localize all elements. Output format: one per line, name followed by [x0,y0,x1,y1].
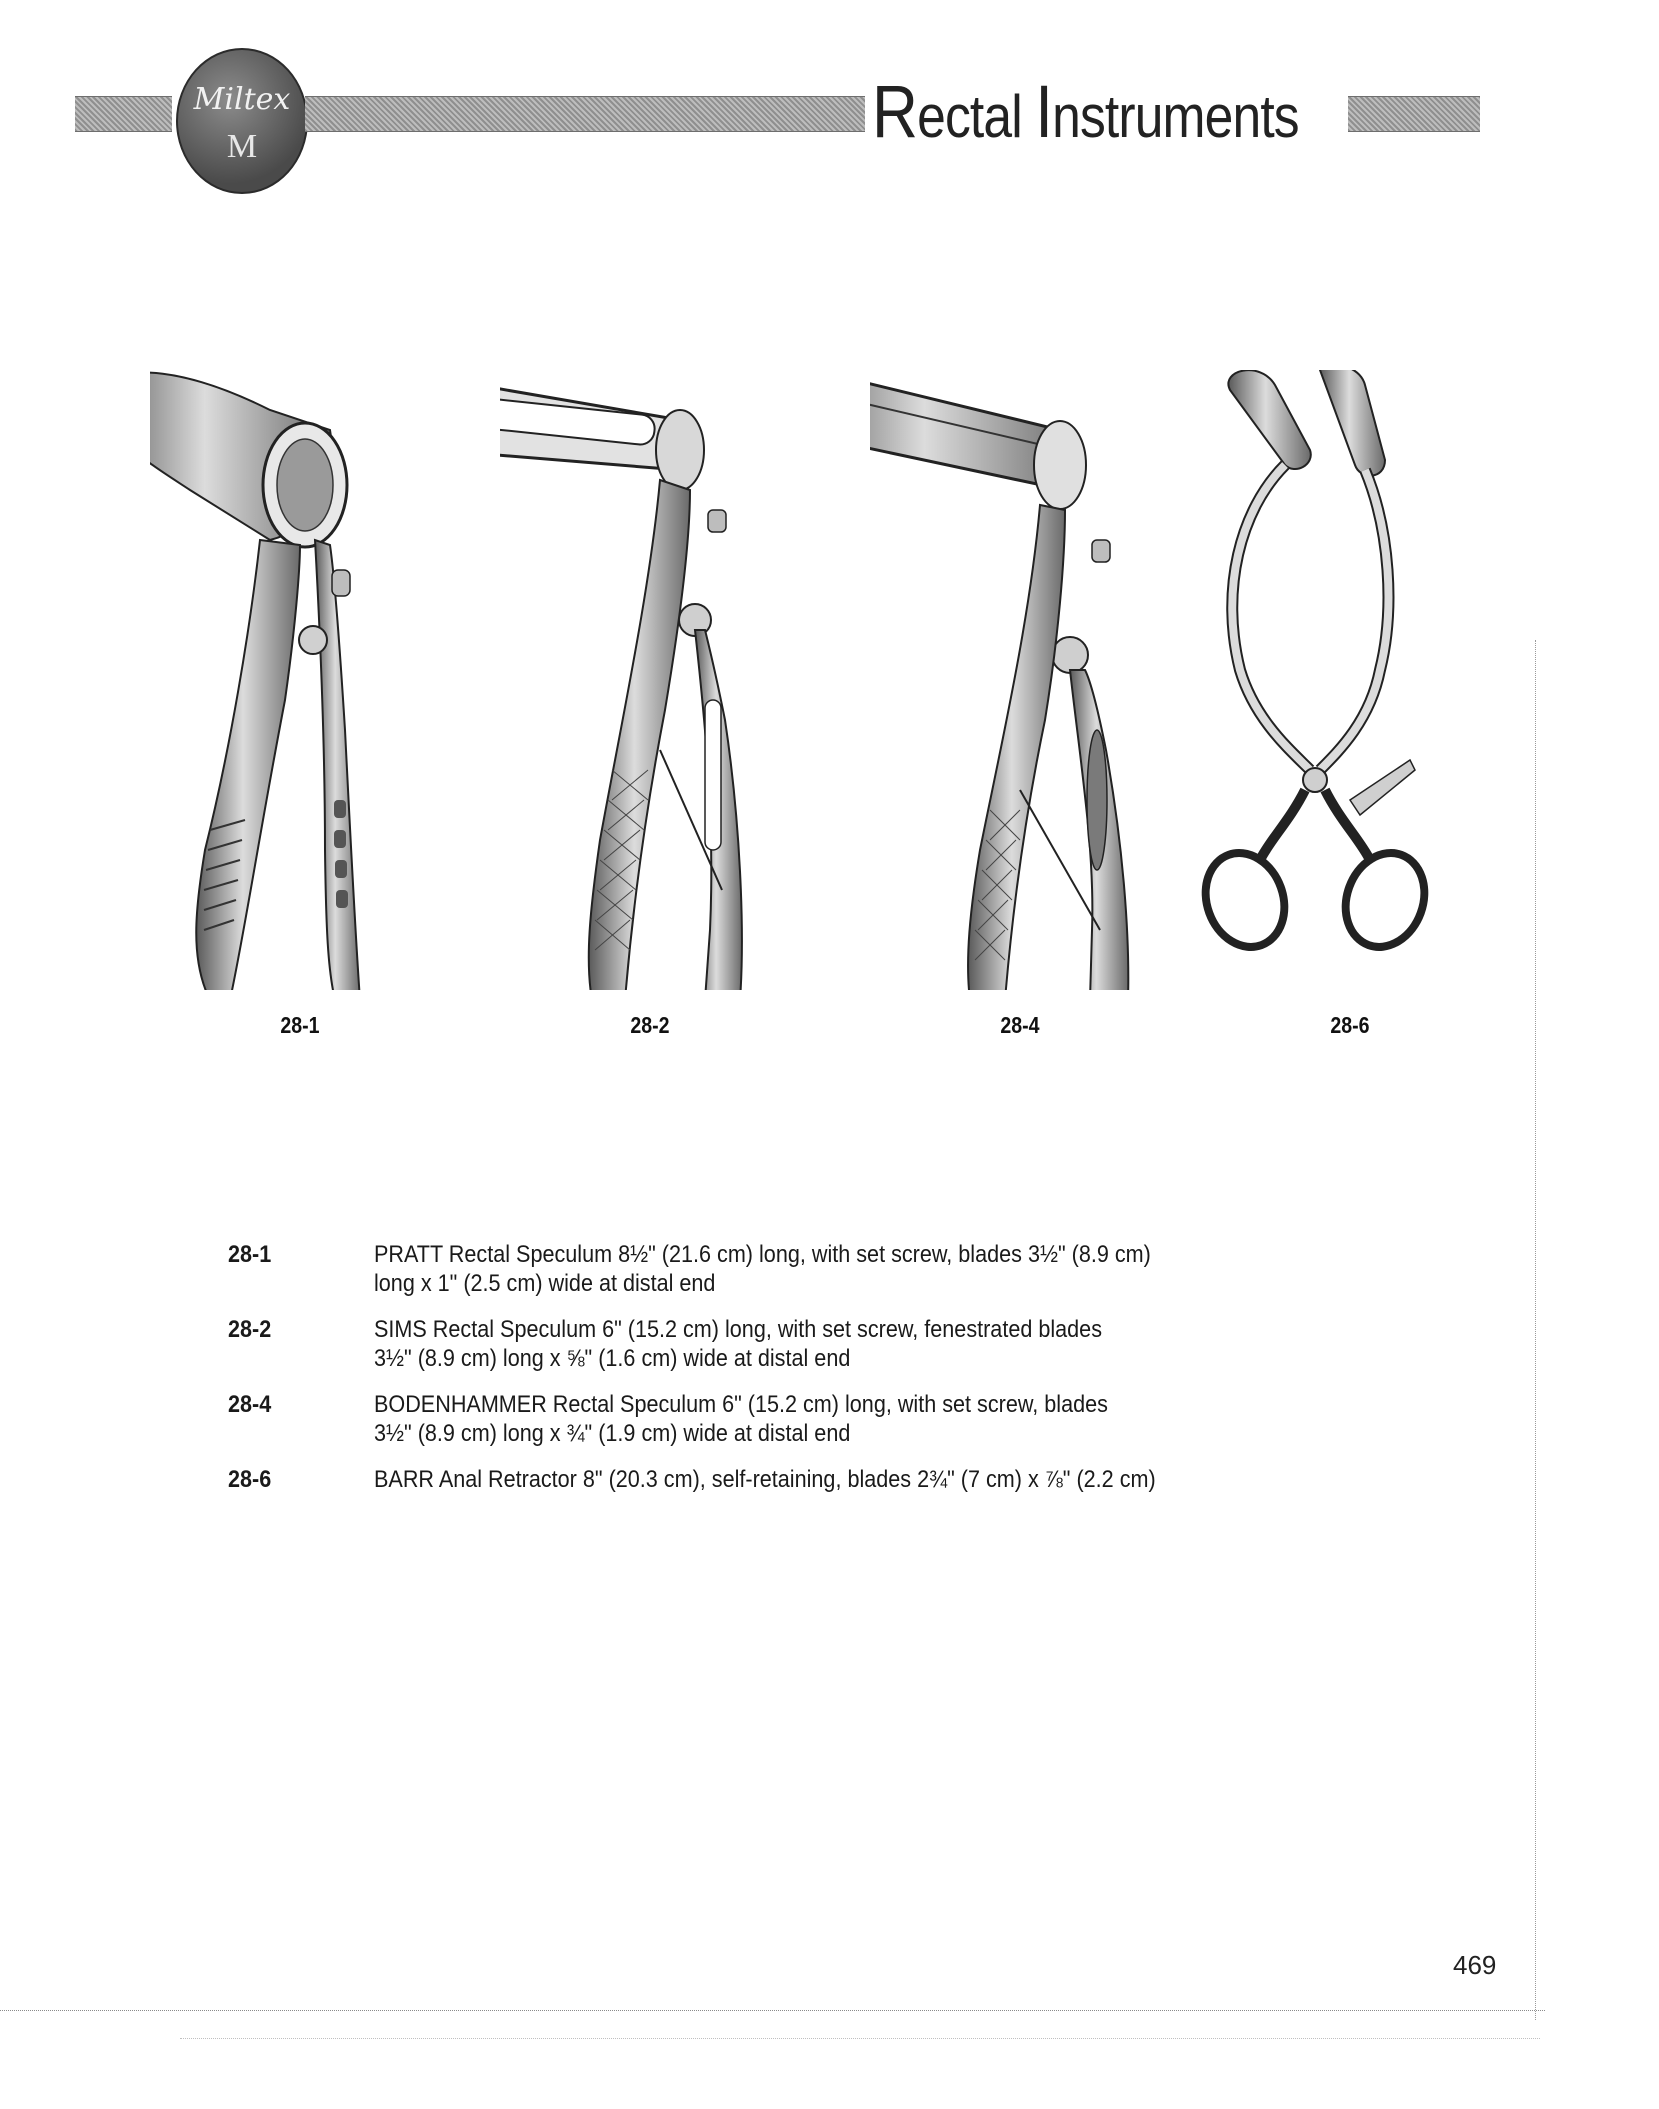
bodenhammer-speculum-illustration [870,370,1170,990]
catalog-code: 28-4 [228,1391,272,1418]
header-band-right [1348,96,1480,132]
page-number: 469 [1453,1950,1497,1980]
title-initial-i: I [1035,70,1053,153]
figure-28-2 [500,370,800,1038]
catalog-description: PRATT Rectal Speculum 8½" (21.6 cm) long, with set screw, blades 3½" (8.9 cm) long x 1" (2.5 cm) wide at distal end [374,1241,1151,1297]
figure-label: 28-2 [630,1012,670,1038]
logo-mark: M [226,128,258,165]
title-word-1-rest: ectal [917,83,1036,150]
catalog-list [228,1240,1358,1511]
figure-28-4 [870,370,1170,1038]
sims-speculum-illustration [500,370,800,990]
catalog-description: SIMS Rectal Speculum 6" (15.2 cm) long, with set screw, fenestrated blades 3½" (8.9 cm) long x ⅝" (1.6 cm) wide at distal end [374,1316,1103,1372]
catalog-entry [228,1315,1358,1373]
figure-28-1 [150,370,450,1038]
catalog-entry [228,1240,1358,1298]
catalog-code: 28-6 [228,1466,272,1493]
miltex-logo [176,48,308,194]
header-band-middle [305,96,865,132]
figure-label: 28-1 [280,1012,320,1038]
figure-label: 28-4 [1000,1012,1040,1038]
title-word-2-rest: nstruments [1052,83,1299,150]
catalog-description: BODENHAMMER Rectal Speculum 6" (15.2 cm) long, with set screw, blades 3½" (8.9 cm) long x ¾" (1.9 cm) wide at distal end [374,1391,1108,1447]
logo-script-text: Miltex [193,82,291,117]
page-title [872,72,1299,152]
catalog-entry [228,1465,1358,1494]
catalog-code: 28-2 [228,1316,272,1343]
catalog-entry [228,1390,1358,1448]
figure-label: 28-6 [1330,1012,1370,1038]
pratt-speculum-illustration [150,370,450,990]
catalog-description: BARR Anal Retractor 8" (20.3 cm), self-retaining, blades 2¾" (7 cm) x ⅞" (2.2 cm) [374,1466,1156,1493]
title-initial-r: R [872,70,918,153]
barr-retractor-illustration [1200,370,1500,990]
scan-edge-right [1535,640,1536,2020]
header-band-left [75,96,172,132]
scan-edge-bottom [0,2010,1545,2011]
figure-28-6 [1200,370,1500,1038]
scan-edge-bottom-faint [180,2038,1540,2039]
catalog-code: 28-1 [228,1241,272,1268]
